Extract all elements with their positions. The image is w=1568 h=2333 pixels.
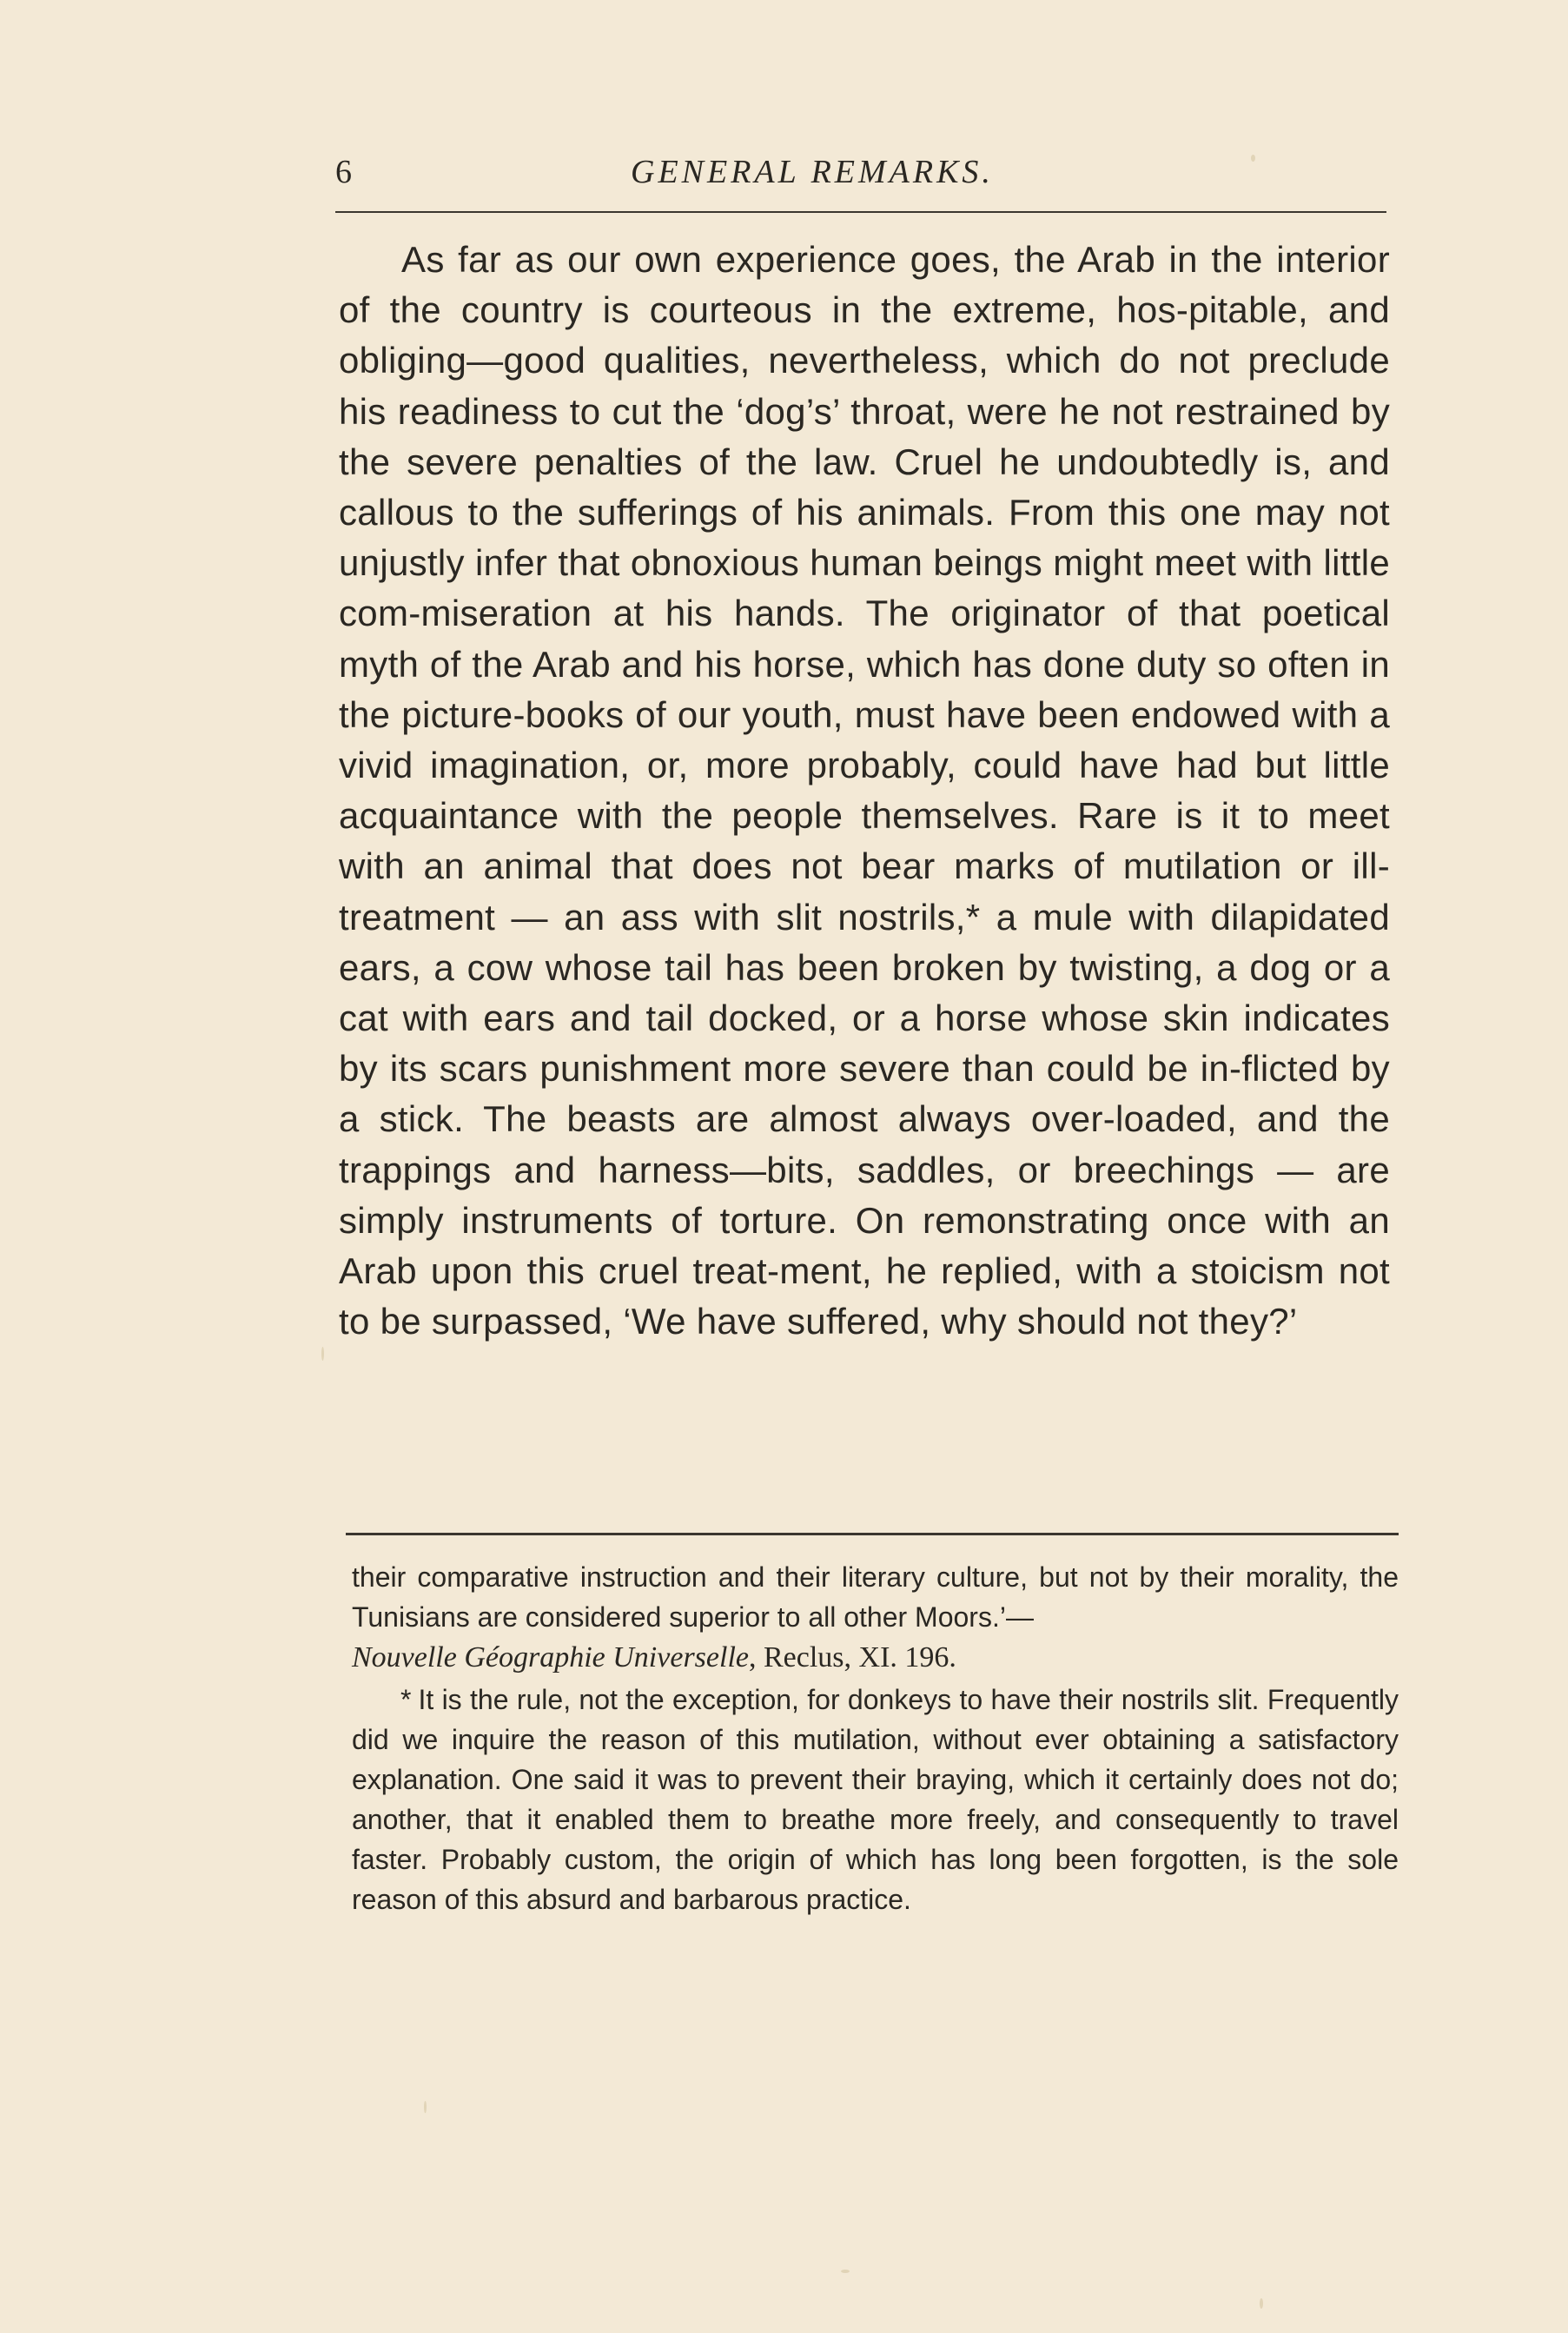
paper-spot [1251, 155, 1255, 162]
footnote-star-mark: * [400, 1684, 412, 1715]
footnote-star [352, 1680, 1399, 1919]
page-number: 6 [335, 154, 353, 190]
paper-spot [1260, 2298, 1263, 2309]
footnote-rule [346, 1533, 1399, 1535]
footnote-citation [352, 1641, 956, 1674]
page-header [335, 146, 1386, 198]
header-rule [335, 211, 1386, 213]
body-paragraph: As far as our own experience goes, the Arab in the interior of the country is courteous in the extreme, hos-pitable, and obliging—good qualities, nevertheless, which do not preclude his readiness to cut the ‘dog’s’ throat, were he not restrained by the severe penalties of the law. Cruel he undoubtedly is, and callous to the sufferings of his animals. From this one may not unjustly infer that obnoxious human beings might meet with little com-miseration at his hands. The originator of that poetical myth of the Arab and his horse, which has done duty so often in the picture-books of our youth, must have been endowed with a vivid imagination, or, more probably, could have had but little acquaintance with the people themselves. Rare is it to meet with an animal that does not bear marks of mutilation or ill-treatment — an ass with slit nostrils,* a mule with dilapidated ears, a cow whose tail has been broken by twisting, a dog or a cat with ears and tail docked, or a horse whose skin indicates by its scars punishment more severe than could be in-flicted by a stick. The beasts are almost always over-loaded, and the trappings and harness—bits, saddles, or breechings — are simply instruments of torture. On remonstrating once with an Arab upon this cruel treat-ment, he replied, with a stoicism not to be surpassed, ‘We have suffered, why should not they?’ [339, 239, 1390, 1342]
paper-spot [321, 1347, 324, 1361]
footnote-star-text: It is the rule, not the exception, for donkeys to have their nostrils slit. Frequently did we inquire the reason of this mutilation, without ever obtaining a satisfactory explanation. One said it was to prevent their braying, which it certainly does not do; another, that it enabled them to breathe more freely, and consequently to travel faster. Probably custom, the origin of which has long been forgotten, is the sole reason of this absurd and barbarous practice. [352, 1684, 1399, 1915]
paper-spot [424, 2101, 427, 2113]
running-head: GENERAL REMARKS. [631, 154, 994, 190]
citation-rest: , Reclus, XI. 196. [748, 1641, 956, 1674]
footnote-continuation [352, 1557, 1399, 1678]
footnotes [352, 1557, 1399, 1919]
citation-title: Nouvelle Géographie Universelle [352, 1641, 749, 1674]
footnote-continuation-text: their comparative instruction and their literary culture, but not by their morality, the Tunisians are considered superior to all other Moors.’— [352, 1561, 1399, 1633]
paper-spot [841, 2270, 850, 2273]
